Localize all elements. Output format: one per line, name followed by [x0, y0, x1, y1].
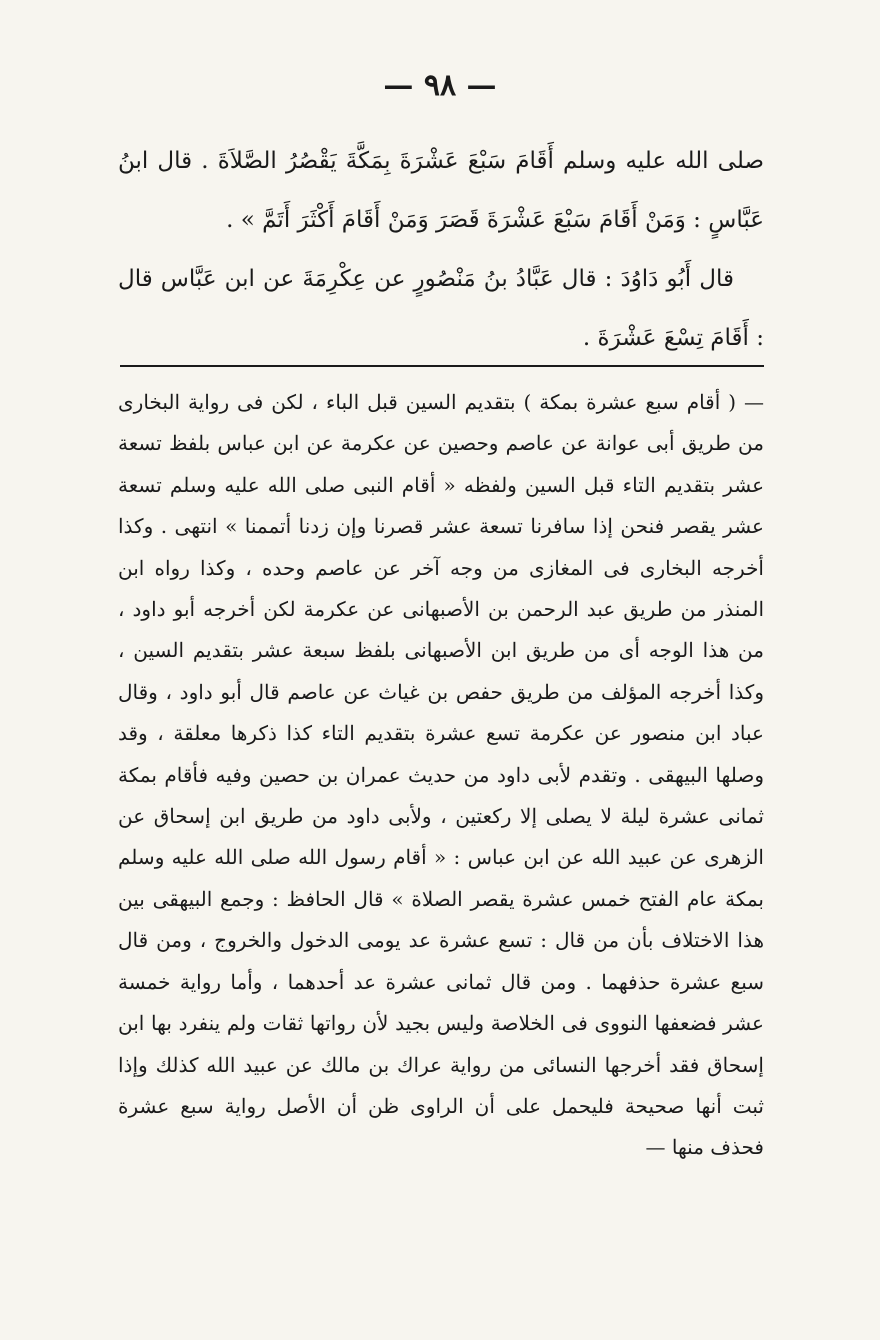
footnote [118, 382, 764, 1169]
footnote-text: — ( أقام سبع عشرة بمكة ) بتقديم السين قبل الباء ، لكن فى رواية البخارى من طريق أبى عوانة عن عاصم وحصين عن عكرمة عن ابن عباس بلفظ تسعة عشر بتقديم التاء قبل السين ولفظه « أقام النبى صلى الله عليه وسلم تسعة عشر يقصر فنحن إذا سافرنا تسعة عشر قصرنا وإن زدنا أتممنا » انتهى . وكذا أخرجه البخارى فى المغازى من وجه آخر عن عاصم وحده ، وكذا رواه ابن المنذر من طريق عبد الرحمن بن الأصبهانى عن عكرمة لكن أخرجه أبو داود ، من هذا الوجه أى من طريق ابن الأصبهانى بلفظ سبعة عشر بتقديم السين ، وكذا أخرجه المؤلف من طريق حفص بن غياث عن عاصم قال أبو داود ، وقال عباد ابن منصور عن عكرمة تسع عشرة بتقديم التاء كذا ذكرها معلقة ، وقد وصلها البيهقى . وتقدم لأبى داود من حديث عمران بن حصين وفيه فأقام بمكة ثمانى عشرة ليلة لا يصلى إلا ركعتين ، ولأبى داود من طريق ابن إسحاق عن الزهرى عن عبيد الله عن ابن عباس : « أقام رسول الله صلى الله عليه وسلم بمكة عام الفتح خمس عشرة يقصر الصلاة » قال الحافظ : وجمع البيهقى بين هذا الاختلاف بأن من قال : تسع عشرة عد يومى الدخول والخروج ، ومن قال سبع عشرة حذفهما . ومن قال ثمانى عشرة عد أحدهما ، وأما رواية خمسة عشر فضعفها النووى فى الخلاصة وليس بجيد لأن رواتها ثقات ولم ينفرد بها ابن إسحاق فقد أخرجها النسائى من رواية عراك بن مالك عن عبيد الله كذلك وإذا ثبت أنها صحيحة فليحمل على أن الراوى ظن أن الأصل رواية سبع عشرة فحذف منها — [118, 390, 764, 1160]
page-number: — ٩٨ — [383, 68, 497, 103]
main-paragraph-2: قال أَبُو دَاوُدَ : قال عَبَّادُ بنُ مَنْصُورٍ عن عِكْرِمَةَ عن ابن عَبَّاس قال : أَقَامَ تِسْعَ عَشْرَةَ . [118, 266, 764, 351]
footnote-divider [120, 365, 764, 367]
main-paragraph-1: صلى الله عليه وسلم أَقَامَ سَبْعَ عَشْرَةَ بِمَكَّةَ يَقْصُرُ الصَّلاَةَ . قال ابنُ عَبَّاسٍ : وَمَنْ أَقَامَ سَبْعَ عَشْرَةَ قَصَرَ وَمَنْ أَقَامَ أَكْثَرَ أَتَمَّ » . [118, 148, 764, 233]
main-text [118, 132, 764, 368]
